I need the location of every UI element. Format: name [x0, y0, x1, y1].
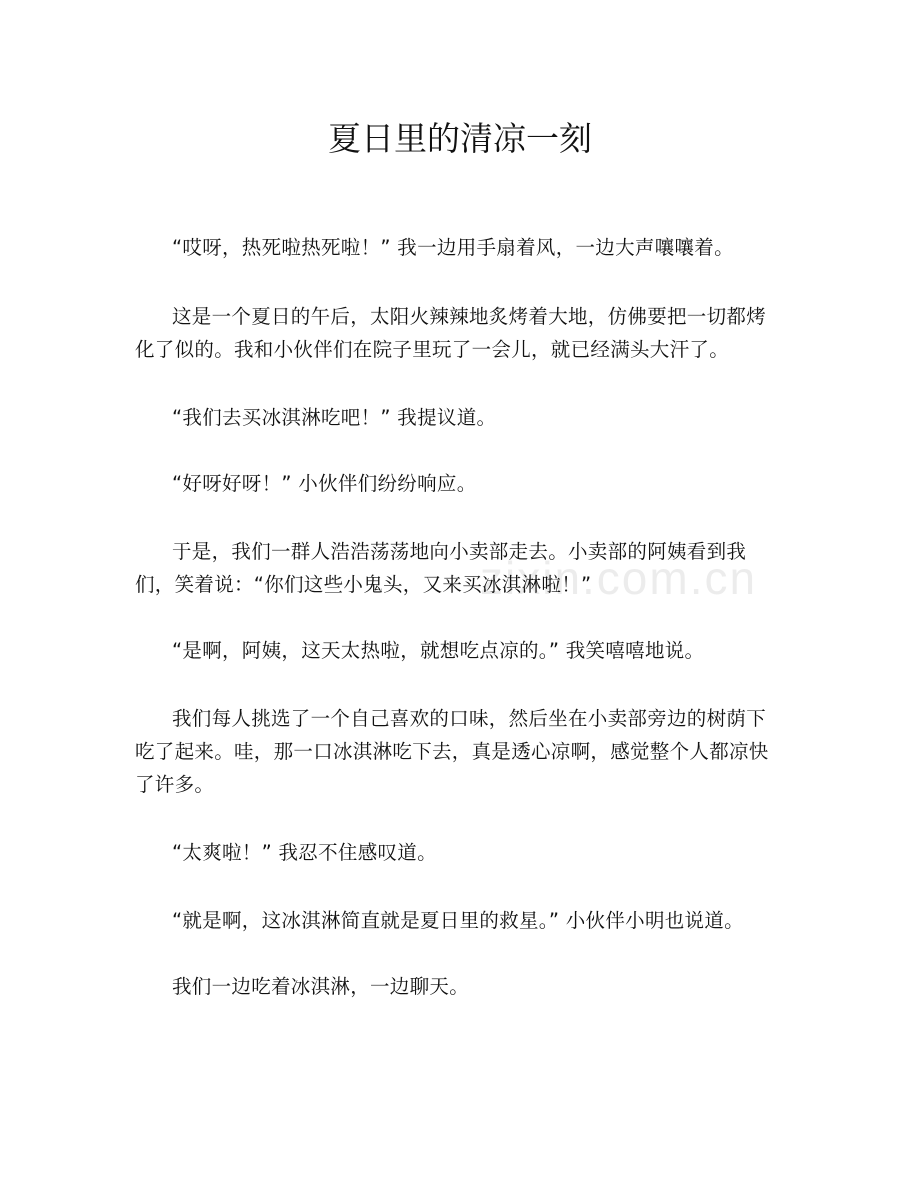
paragraph-5: 于是，我们一群人浩浩荡荡地向小卖部走去。小卖部的阿姨看到我们，笑着说：“你们这些小鬼头，又来买冰淇淋啦！”: [135, 540, 747, 596]
paragraph-9: “就是啊，这冰淇淋简直就是夏日里的救星。” 小伙伴小明也说道。: [172, 909, 744, 932]
paragraph-3: “我们去买冰淇淋吃吧！” 我提议道。: [172, 406, 497, 429]
paragraph-1: “哎呀，热死啦热死啦！” 我一边用手扇着风，一边大声嚷嚷着。: [172, 236, 734, 259]
watermark-text: zixin.com.cn: [480, 552, 758, 604]
paragraph-6: “是啊，阿姨，这天太热啦，就想吃点凉的。” 我笑嘻嘻地说。: [172, 639, 705, 662]
paragraph-2: 这是一个夏日的午后，太阳火辣辣地炙烤着大地，仿佛要把一切都烤化了似的。我和小伙伴们在院子里玩了一会儿，就已经满头大汗了。: [135, 305, 767, 361]
paragraph-7: 我们每人挑选了一个自己喜欢的口味，然后坐在小卖部旁边的树荫下吃了起来。哇，那一口冰淇淋吃下去，真是透心凉啊，感觉整个人都凉快了许多。: [135, 707, 769, 796]
paragraph-8: “太爽啦！” 我忍不住感叹道。: [172, 841, 437, 864]
paragraph-10: 我们一边吃着冰淇淋，一边聊天。: [172, 975, 470, 998]
page-title: 夏日里的清凉一刻: [328, 119, 592, 158]
paragraph-4: “好呀好呀！” 小伙伴们纷纷响应。: [172, 472, 477, 495]
